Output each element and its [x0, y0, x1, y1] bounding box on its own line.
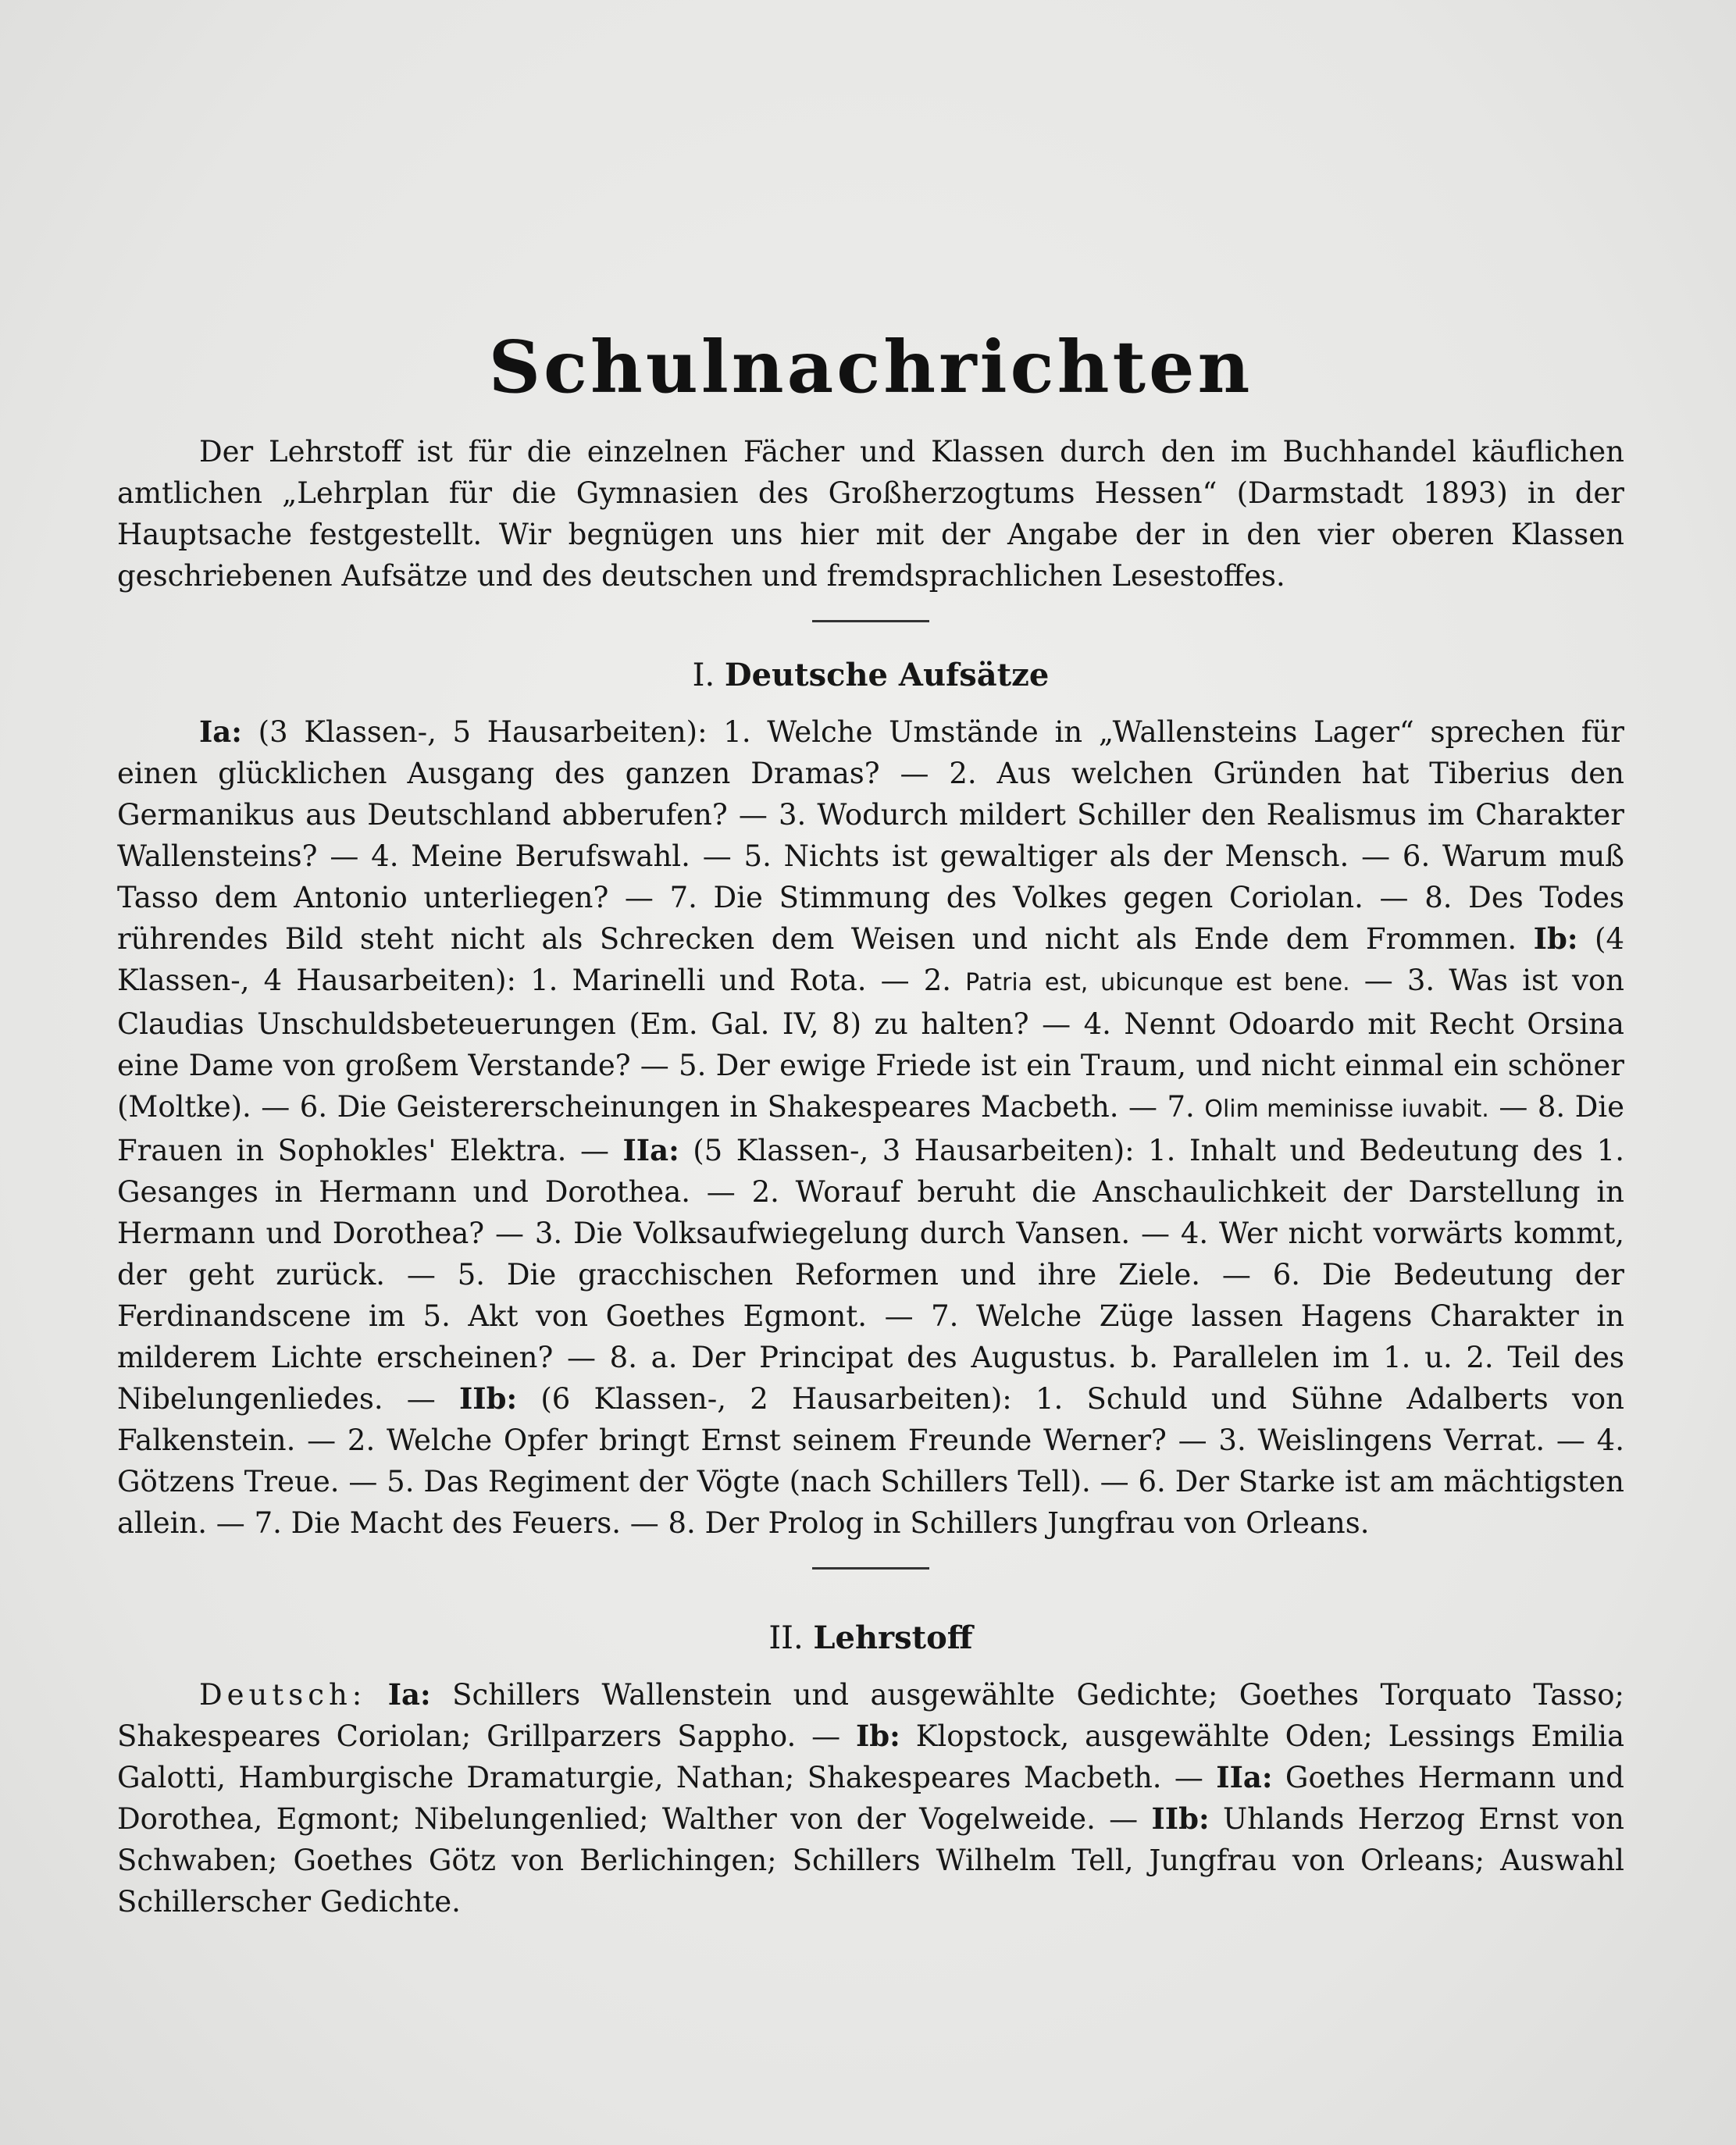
class-label-ia: Ia: [199, 714, 242, 749]
class-label-ib: Ib: [1533, 921, 1578, 956]
class-label-iib: IIb: [459, 1381, 518, 1416]
reading-ib: Klopstock, ausgewählte Oden; Lessings Emilia Galotti, Hamburgische Dramaturgie, Nathan; Shakespeares Macbeth. — [117, 1719, 1625, 1794]
topics-iib: 1. Schuld und Sühne Adalberts von Falkenstein. — 2. Welche Opfer bringt Ernst seinem Freunde Werner? — 3. Weislingens Verrat. — 4. Götzens Treue. — 5. Das Regiment der Vögte (nach Schillers Tell). — 6. Der Starke ist am mächtigsten allein. — 7. Die Macht des Feuers. — 8. Der Prolog in Schillers Jungfrau von Orleans. [117, 1382, 1624, 1540]
section-title: Lehrstoff [813, 1619, 973, 1656]
class-label-iib: IIb: [1151, 1801, 1210, 1836]
topics-ib-part1: 1. Marinelli und Rota. — 2. [530, 964, 952, 997]
subject-label-deutsch: Deutsch: [199, 1678, 367, 1712]
class-label-ia: Ia: [387, 1677, 431, 1712]
section-number: II. [768, 1620, 804, 1656]
class-label-iia: IIa: [622, 1133, 679, 1167]
section-lehrstoff [117, 1616, 1624, 1922]
topics-ib-part3: — 8. Die Frauen in Sophokles' Elektra. — [117, 1090, 1625, 1167]
lehrstoff-paragraph [117, 1674, 1624, 1922]
class-meta-iib: (6 Klassen-, 2 Hausarbeiten): [540, 1382, 1012, 1416]
section-title: Deutsche Aufsätze [724, 657, 1050, 693]
class-meta-ia: (3 Klassen-, 5 Hausarbeiten): [258, 715, 708, 749]
reading-iia: Goethes Hermann und Dorothea, Egmont; Nibelungenlied; Walther von der Vogelweide. — [117, 1761, 1624, 1836]
topics-ia: 1. Welche Umstände in „Wallensteins Lager“ sprechen für einen glücklichen Ausgang des ganzen Dramas? — 2. Aus welchen Gründen hat Tiberius den Germanikus aus Deutschland abberufen? — 3. Wodurch mildert Schiller den Realismus im Charakter Wallensteins? — 4. Meine Berufswahl. — 5. Nichts ist gewaltiger als der Mensch. — 6. Warum muß Tasso dem Antonio unterliegen? — 7. Die Stimmung des Volkes gegen Coriolan. — 8. Des Todes rührendes Bild steht nicht als Schrecken dem Weisen und nicht als Ende dem Frommen. [117, 715, 1624, 956]
section-heading [117, 1616, 1624, 1660]
class-meta-ib: (4 Klassen-, 4 Hausarbeiten): [117, 922, 1624, 997]
class-label-ib: Ib: [856, 1719, 900, 1753]
section-number: I. [692, 657, 715, 693]
latin-quote-1: Patria est, ubicunque est bene. [965, 969, 1350, 996]
class-meta-iia: (5 Klassen-, 3 Hausarbeiten): [693, 1134, 1135, 1167]
intro-paragraph: Der Lehrstoff ist für die einzelnen Fächer und Klassen durch den im Buchhandel käuflichen amtlichen „Lehrplan für die Gymnasien des Großherzogtums Hessen“ (Darmstadt 1893) in der Hauptsache festgestellt. Wir begnügen uns hier mit der Angabe der in den vier oberen Klassen geschriebenen Aufsätze und des deutschen und fremdsprachlichen Lesestoffes. [117, 435, 1624, 593]
intro-block [117, 431, 1624, 597]
section-divider [812, 1567, 929, 1570]
section-divider [812, 620, 929, 622]
section-heading [117, 654, 1624, 697]
class-label-iia: IIa: [1216, 1760, 1273, 1794]
page-content [117, 320, 1624, 1922]
latin-quote-2: Olim meminisse iuvabit. [1204, 1096, 1489, 1123]
reading-iib: Uhlands Herzog Ernst von Schwaben; Goethes Götz von Berlichingen; Schillers Wilhelm Tell, Jungfrau von Orleans; Auswahl Schillerscher Gedichte. [117, 1802, 1624, 1919]
section-deutsche-aufsaetze [117, 654, 1624, 1544]
essay-topics-paragraph [117, 711, 1624, 1544]
topics-iia: 1. Inhalt und Bedeutung des 1. Gesanges in Hermann und Dorothea. — 2. Worauf beruht die Anschaulichkeit der Darstellung in Hermann und Dorothea? — 3. Die Volksaufwiegelung durch Vansen. — 4. Wer nicht vorwärts kommt, der geht zurück. — 5. Die gracchischen Reformen und ihre Ziele. — 6. Die Bedeutung der Ferdinandscene im 5. Akt von Goethes Egmont. — 7. Welche Züge lassen Hagens Charakter in milderem Lichte erscheinen? — 8. a. Der Principat des Augustus. b. Parallelen im 1. u. 2. Teil des Nibelungenliedes. — [117, 1134, 1624, 1416]
topics-ib-part2: — 3. Was ist von Claudias Unschuldsbeteuerungen (Em. Gal. IV, 8) zu halten? — 4. Nennt Odoardo mit Recht Orsina eine Dame von großem Verstande? — 5. Der ewige Friede ist ein Traum, und nicht einmal ein schöner (Moltke). — 6. Die Geistererscheinungen in Shakespeares Macbeth. — 7. [117, 964, 1624, 1124]
reading-ia: Schillers Wallenstein und ausgewählte Gedichte; Goethes Torquato Tasso; Shakespeares Coriolan; Grillparzers Sappho. — [117, 1678, 1625, 1753]
page-title: Schulnachrichten [488, 325, 1253, 409]
